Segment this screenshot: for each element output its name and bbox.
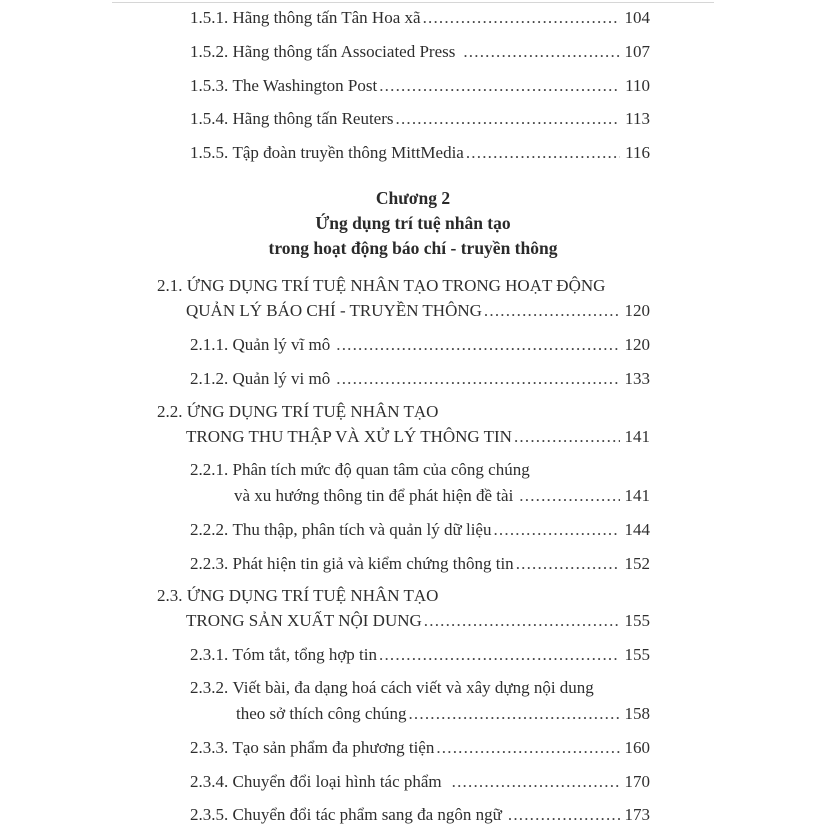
toc-section-number: 2.2. (157, 402, 183, 421)
toc-entry-2-3-4[interactable] (190, 772, 650, 792)
toc-section-2-3-continuation[interactable] (186, 611, 650, 631)
toc-entry-number: 1.5.5. (190, 143, 229, 162)
toc-entry-number: 2.3.1. (190, 645, 229, 664)
toc-entry-title: Phát hiện tin giả và kiểm chứng thông tin (232, 554, 514, 573)
toc-entry-1-5-4[interactable] (190, 109, 650, 129)
page-top-rule (112, 2, 714, 3)
toc-entry-page: 160 (624, 738, 650, 757)
toc-entry-page: 141 (624, 486, 650, 505)
toc-section-title-line2: TRONG THU THẬP VÀ XỬ LÝ THÔNG TIN (186, 427, 512, 446)
dot-leader (452, 772, 620, 792)
toc-entry-number: 1.5.4. (190, 109, 229, 128)
toc-entry-2-3-5[interactable] (190, 805, 650, 825)
toc-entry-number: 2.3.3. (190, 738, 229, 757)
toc-section-title-line2: TRONG SẢN XUẤT NỘI DUNG (186, 611, 422, 630)
toc-entry-2-2-1[interactable] (190, 460, 530, 480)
toc-entry-title-line1: Phân tích mức độ quan tâm của công chúng (232, 460, 530, 479)
toc-entry-2-3-2-continuation[interactable] (236, 704, 650, 724)
toc-entry-number: 1.5.2. (190, 42, 229, 61)
dot-leader (396, 109, 621, 129)
toc-entry-title: Chuyển đổi tác phẩm sang đa ngôn ngữ (232, 805, 502, 824)
toc-entry-title: Hãng thông tấn Associated Press (232, 42, 456, 61)
toc-entry-number: 2.2.1. (190, 460, 229, 479)
dot-leader (493, 520, 620, 540)
toc-entry-number: 1.5.3. (190, 76, 229, 95)
dot-leader (463, 42, 620, 62)
toc-entry-page: 120 (624, 335, 650, 354)
toc-entry-page: 113 (625, 109, 650, 128)
dot-leader (379, 645, 620, 665)
toc-entry-title: Hãng thông tấn Reuters (232, 109, 394, 128)
toc-entry-page: 173 (624, 805, 650, 824)
toc-entry-number: 2.3.4. (190, 772, 229, 791)
toc-entry-title: Quản lý vi mô (232, 369, 331, 388)
dot-leader (466, 143, 620, 163)
toc-entry-1-5-1[interactable] (190, 8, 650, 28)
toc-entry-title: Tóm tắt, tổng hợp tin (232, 645, 378, 664)
toc-entry-page: 155 (624, 645, 650, 664)
toc-entry-title: Hãng thông tấn Tân Hoa xã (232, 8, 421, 27)
toc-section-2-3-heading[interactable] (157, 586, 438, 606)
dot-leader (519, 486, 620, 506)
dot-leader (424, 611, 620, 631)
toc-section-2-2-continuation[interactable] (186, 427, 650, 447)
dot-leader (508, 805, 620, 825)
toc-entry-page: 110 (625, 76, 650, 95)
toc-section-number: 2.1. (157, 276, 183, 295)
toc-entry-page: 116 (625, 143, 650, 162)
dot-leader (379, 76, 620, 96)
chapter-label: Chương 2 (375, 188, 451, 208)
toc-section-title-line2: QUẢN LÝ BÁO CHÍ - TRUYỀN THÔNG (186, 301, 482, 320)
toc-entry-2-3-2[interactable] (190, 678, 594, 698)
dot-leader (423, 8, 620, 28)
toc-entry-2-1-2[interactable] (190, 369, 650, 389)
toc-entry-page: 152 (624, 554, 650, 573)
toc-entry-title: Quản lý vĩ mô (232, 335, 331, 354)
toc-entry-2-3-1[interactable] (190, 645, 650, 665)
toc-entry-2-2-3[interactable] (190, 554, 650, 574)
toc-section-2-1-continuation[interactable] (186, 301, 650, 321)
toc-entry-2-1-1[interactable] (190, 335, 650, 355)
toc-section-title-line1: ỨNG DỤNG TRÍ TUỆ NHÂN TẠO TRONG HOẠT ĐỘNG (186, 276, 606, 295)
dot-leader (336, 335, 620, 355)
toc-entry-number: 1.5.1. (190, 8, 229, 27)
toc-entry-title: Tập đoàn truyền thông MittMedia (232, 143, 464, 162)
toc-section-title-line1: ỨNG DỤNG TRÍ TUỆ NHÂN TẠO (186, 402, 439, 421)
toc-entry-number: 2.1.1. (190, 335, 229, 354)
toc-entry-page: 133 (624, 369, 650, 388)
toc-entry-number: 2.3.5. (190, 805, 229, 824)
toc-entry-number: 2.1.2. (190, 369, 229, 388)
chapter-title-line2: trong hoạt động báo chí - truyền thông (268, 238, 558, 258)
toc-entry-1-5-3[interactable] (190, 76, 650, 96)
dot-leader (408, 704, 620, 724)
toc-entry-page: 104 (624, 8, 650, 27)
toc-entry-2-2-1-continuation[interactable] (234, 486, 650, 506)
toc-section-2-2-heading[interactable] (157, 402, 438, 422)
toc-entry-title-line2: và xu hướng thông tin để phát hiện đề tài (234, 486, 514, 505)
dot-leader (514, 427, 620, 447)
toc-entry-number: 2.2.3. (190, 554, 229, 573)
toc-entry-title: Tạo sản phẩm đa phương tiện (232, 738, 435, 757)
toc-entry-page: 144 (624, 520, 650, 539)
toc-entry-title-line2: theo sở thích công chúng (236, 704, 407, 723)
toc-entry-page: 170 (624, 772, 650, 791)
toc-entry-page: 107 (624, 42, 650, 61)
toc-entry-title: Chuyển đổi loại hình tác phẩm (232, 772, 442, 791)
chapter-title-line1: Ứng dụng trí tuệ nhân tạo (315, 213, 511, 233)
toc-section-title-line1: ỨNG DỤNG TRÍ TUỆ NHÂN TẠO (186, 586, 439, 605)
toc-section-page: 120 (624, 301, 650, 320)
dot-leader (336, 369, 620, 389)
toc-section-page: 141 (624, 427, 650, 446)
toc-entry-number: 2.2.2. (190, 520, 229, 539)
toc-entry-page: 158 (624, 704, 650, 723)
toc-entry-title: The Washington Post (232, 76, 378, 95)
toc-entry-1-5-5[interactable] (190, 143, 650, 163)
toc-section-2-1-heading[interactable] (157, 276, 605, 296)
toc-entry-number: 2.3.2. (190, 678, 229, 697)
toc-entry-2-2-2[interactable] (190, 520, 650, 540)
toc-entry-title: Thu thập, phân tích và quản lý dữ liệu (232, 520, 492, 539)
toc-section-number: 2.3. (157, 586, 183, 605)
toc-entry-1-5-2[interactable] (190, 42, 650, 62)
toc-entry-title-line1: Viết bài, đa dạng hoá cách viết và xây dựng nội dung (232, 678, 594, 697)
dot-leader (436, 738, 620, 758)
toc-section-page: 155 (624, 611, 650, 630)
dot-leader (484, 301, 620, 321)
dot-leader (516, 554, 620, 574)
toc-entry-2-3-3[interactable] (190, 738, 650, 758)
